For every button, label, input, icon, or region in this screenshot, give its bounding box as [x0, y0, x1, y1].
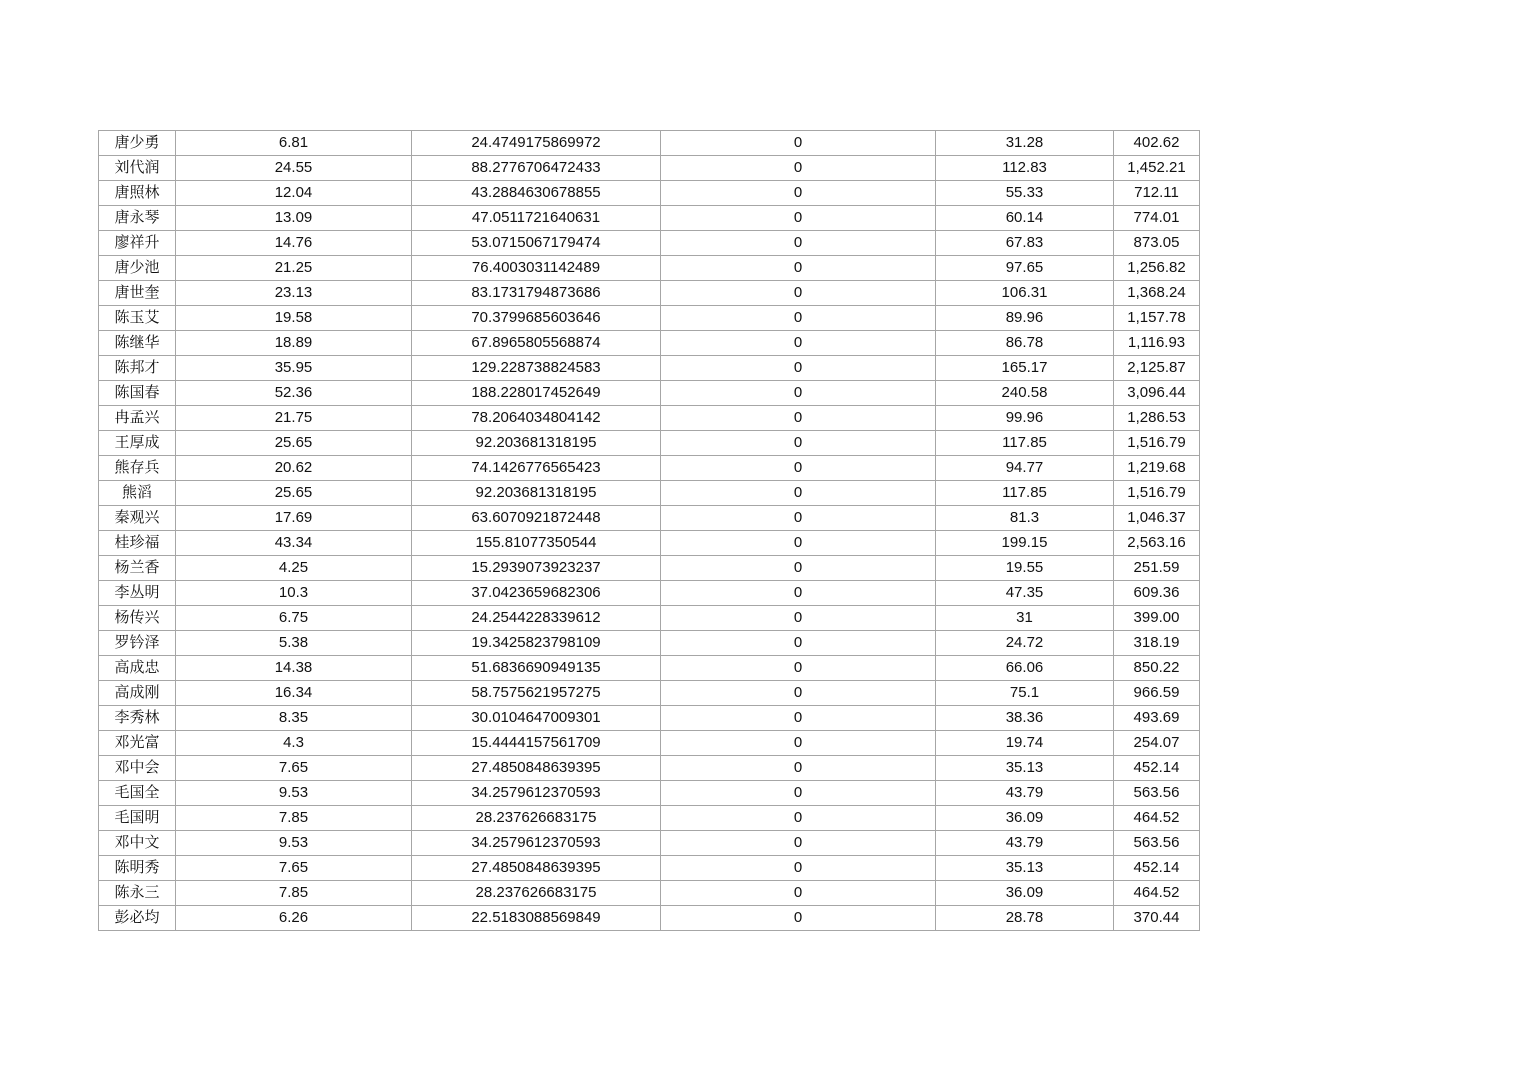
value-cell-2: 34.2579612370593: [412, 831, 661, 856]
value-cell-4: 117.85: [936, 431, 1114, 456]
value-cell-3: 0: [661, 506, 936, 531]
table-row: [99, 881, 1200, 906]
table-row: [99, 306, 1200, 331]
value-cell-2: 37.0423659682306: [412, 581, 661, 606]
table-row: [99, 656, 1200, 681]
name-cell: 唐少勇: [99, 131, 176, 156]
name-cell: 廖祥升: [99, 231, 176, 256]
value-cell-3: 0: [661, 231, 936, 256]
name-cell: 李秀林: [99, 706, 176, 731]
value-cell-4: 31: [936, 606, 1114, 631]
value-cell-3: 0: [661, 656, 936, 681]
table-row: [99, 831, 1200, 856]
name-cell: 唐照林: [99, 181, 176, 206]
value-cell-3: 0: [661, 781, 936, 806]
name-cell: 杨兰香: [99, 556, 176, 581]
value-cell-4: 43.79: [936, 781, 1114, 806]
value-cell-1: 9.53: [176, 781, 412, 806]
amount-cell: 2,563.16: [1114, 531, 1200, 556]
value-cell-1: 7.85: [176, 806, 412, 831]
table-row: [99, 431, 1200, 456]
amount-cell: 1,157.78: [1114, 306, 1200, 331]
value-cell-1: 20.62: [176, 456, 412, 481]
value-cell-4: 81.3: [936, 506, 1114, 531]
value-cell-2: 92.203681318195: [412, 481, 661, 506]
value-cell-3: 0: [661, 881, 936, 906]
value-cell-2: 53.0715067179474: [412, 231, 661, 256]
name-cell: 毛国全: [99, 781, 176, 806]
value-cell-3: 0: [661, 356, 936, 381]
value-cell-4: 43.79: [936, 831, 1114, 856]
name-cell: 杨传兴: [99, 606, 176, 631]
value-cell-2: 19.3425823798109: [412, 631, 661, 656]
value-cell-2: 78.2064034804142: [412, 406, 661, 431]
table-row: [99, 481, 1200, 506]
value-cell-2: 74.1426776565423: [412, 456, 661, 481]
table-row: [99, 206, 1200, 231]
table-row: [99, 231, 1200, 256]
name-cell: 高成刚: [99, 681, 176, 706]
name-cell: 刘代润: [99, 156, 176, 181]
value-cell-4: 199.15: [936, 531, 1114, 556]
table-row: [99, 556, 1200, 581]
value-cell-1: 14.38: [176, 656, 412, 681]
amount-cell: 2,125.87: [1114, 356, 1200, 381]
value-cell-2: 28.237626683175: [412, 806, 661, 831]
name-cell: 彭必均: [99, 906, 176, 931]
value-cell-1: 4.25: [176, 556, 412, 581]
amount-cell: 1,368.24: [1114, 281, 1200, 306]
amount-cell: 1,116.93: [1114, 331, 1200, 356]
name-cell: 李丛明: [99, 581, 176, 606]
value-cell-1: 52.36: [176, 381, 412, 406]
table-row: [99, 781, 1200, 806]
value-cell-3: 0: [661, 831, 936, 856]
value-cell-2: 28.237626683175: [412, 881, 661, 906]
value-cell-4: 36.09: [936, 806, 1114, 831]
amount-cell: 966.59: [1114, 681, 1200, 706]
value-cell-1: 17.69: [176, 506, 412, 531]
value-cell-1: 21.75: [176, 406, 412, 431]
amount-cell: 3,096.44: [1114, 381, 1200, 406]
table-row: [99, 131, 1200, 156]
amount-cell: 1,046.37: [1114, 506, 1200, 531]
value-cell-2: 76.4003031142489: [412, 256, 661, 281]
value-cell-3: 0: [661, 906, 936, 931]
value-cell-1: 6.81: [176, 131, 412, 156]
value-cell-1: 16.34: [176, 681, 412, 706]
name-cell: 陈国春: [99, 381, 176, 406]
table-row: [99, 406, 1200, 431]
value-cell-2: 88.2776706472433: [412, 156, 661, 181]
value-cell-1: 9.53: [176, 831, 412, 856]
name-cell: 陈永三: [99, 881, 176, 906]
name-cell: 邓光富: [99, 731, 176, 756]
table-row: [99, 906, 1200, 931]
name-cell: 秦观兴: [99, 506, 176, 531]
name-cell: 唐少池: [99, 256, 176, 281]
value-cell-4: 35.13: [936, 856, 1114, 881]
amount-cell: 493.69: [1114, 706, 1200, 731]
amount-cell: 873.05: [1114, 231, 1200, 256]
amount-cell: 563.56: [1114, 831, 1200, 856]
value-cell-4: 97.65: [936, 256, 1114, 281]
table-row: [99, 606, 1200, 631]
table-row: [99, 681, 1200, 706]
value-cell-4: 28.78: [936, 906, 1114, 931]
amount-cell: 1,219.68: [1114, 456, 1200, 481]
name-cell: 陈玉艾: [99, 306, 176, 331]
value-cell-2: 43.2884630678855: [412, 181, 661, 206]
value-cell-4: 55.33: [936, 181, 1114, 206]
value-cell-1: 25.65: [176, 431, 412, 456]
name-cell: 邓中文: [99, 831, 176, 856]
value-cell-4: 66.06: [936, 656, 1114, 681]
amount-cell: 370.44: [1114, 906, 1200, 931]
amount-cell: 452.14: [1114, 856, 1200, 881]
name-cell: 桂珍福: [99, 531, 176, 556]
value-cell-1: 19.58: [176, 306, 412, 331]
value-cell-4: 94.77: [936, 456, 1114, 481]
value-cell-1: 6.26: [176, 906, 412, 931]
amount-cell: 1,286.53: [1114, 406, 1200, 431]
table-row: [99, 631, 1200, 656]
value-cell-2: 51.6836690949135: [412, 656, 661, 681]
value-cell-3: 0: [661, 306, 936, 331]
value-cell-2: 24.2544228339612: [412, 606, 661, 631]
value-cell-3: 0: [661, 531, 936, 556]
spreadsheet-table: [98, 130, 1200, 931]
table-row: [99, 331, 1200, 356]
value-cell-2: 47.0511721640631: [412, 206, 661, 231]
name-cell: 罗钤泽: [99, 631, 176, 656]
value-cell-3: 0: [661, 631, 936, 656]
value-cell-1: 7.65: [176, 756, 412, 781]
amount-cell: 318.19: [1114, 631, 1200, 656]
name-cell: 陈明秀: [99, 856, 176, 881]
value-cell-3: 0: [661, 806, 936, 831]
value-cell-4: 31.28: [936, 131, 1114, 156]
value-cell-2: 83.1731794873686: [412, 281, 661, 306]
amount-cell: 850.22: [1114, 656, 1200, 681]
value-cell-1: 4.3: [176, 731, 412, 756]
value-cell-1: 8.35: [176, 706, 412, 731]
value-cell-3: 0: [661, 381, 936, 406]
value-cell-1: 14.76: [176, 231, 412, 256]
amount-cell: 609.36: [1114, 581, 1200, 606]
value-cell-2: 15.2939073923237: [412, 556, 661, 581]
value-cell-4: 24.72: [936, 631, 1114, 656]
value-cell-4: 99.96: [936, 406, 1114, 431]
value-cell-3: 0: [661, 156, 936, 181]
value-cell-3: 0: [661, 756, 936, 781]
value-cell-2: 30.0104647009301: [412, 706, 661, 731]
name-cell: 唐永琴: [99, 206, 176, 231]
amount-cell: 563.56: [1114, 781, 1200, 806]
value-cell-4: 165.17: [936, 356, 1114, 381]
value-cell-1: 13.09: [176, 206, 412, 231]
name-cell: 王厚成: [99, 431, 176, 456]
value-cell-4: 112.83: [936, 156, 1114, 181]
amount-cell: 464.52: [1114, 806, 1200, 831]
value-cell-1: 6.75: [176, 606, 412, 631]
value-cell-4: 19.55: [936, 556, 1114, 581]
name-cell: 唐世奎: [99, 281, 176, 306]
value-cell-3: 0: [661, 606, 936, 631]
value-cell-2: 58.7575621957275: [412, 681, 661, 706]
amount-cell: 402.62: [1114, 131, 1200, 156]
name-cell: 邓中会: [99, 756, 176, 781]
table-row: [99, 381, 1200, 406]
name-cell: 熊滔: [99, 481, 176, 506]
value-cell-1: 43.34: [176, 531, 412, 556]
value-cell-3: 0: [661, 706, 936, 731]
value-cell-4: 117.85: [936, 481, 1114, 506]
amount-cell: 1,516.79: [1114, 481, 1200, 506]
value-cell-3: 0: [661, 256, 936, 281]
table-row: [99, 281, 1200, 306]
value-cell-1: 7.65: [176, 856, 412, 881]
value-cell-3: 0: [661, 206, 936, 231]
value-cell-1: 7.85: [176, 881, 412, 906]
table-row: [99, 731, 1200, 756]
amount-cell: 774.01: [1114, 206, 1200, 231]
value-cell-2: 129.228738824583: [412, 356, 661, 381]
value-cell-1: 21.25: [176, 256, 412, 281]
amount-cell: 464.52: [1114, 881, 1200, 906]
table-row: [99, 581, 1200, 606]
value-cell-4: 75.1: [936, 681, 1114, 706]
value-cell-1: 10.3: [176, 581, 412, 606]
amount-cell: 399.00: [1114, 606, 1200, 631]
value-cell-4: 86.78: [936, 331, 1114, 356]
value-cell-4: 47.35: [936, 581, 1114, 606]
value-cell-3: 0: [661, 456, 936, 481]
value-cell-4: 35.13: [936, 756, 1114, 781]
table-row: [99, 181, 1200, 206]
value-cell-3: 0: [661, 481, 936, 506]
value-cell-3: 0: [661, 431, 936, 456]
amount-cell: 251.59: [1114, 556, 1200, 581]
table-row: [99, 456, 1200, 481]
value-cell-1: 35.95: [176, 356, 412, 381]
value-cell-1: 24.55: [176, 156, 412, 181]
value-cell-1: 5.38: [176, 631, 412, 656]
value-cell-3: 0: [661, 856, 936, 881]
amount-cell: 1,452.21: [1114, 156, 1200, 181]
name-cell: 熊存兵: [99, 456, 176, 481]
value-cell-3: 0: [661, 331, 936, 356]
value-cell-2: 155.81077350544: [412, 531, 661, 556]
table-row: [99, 506, 1200, 531]
value-cell-2: 92.203681318195: [412, 431, 661, 456]
name-cell: 毛国明: [99, 806, 176, 831]
value-cell-2: 24.4749175869972: [412, 131, 661, 156]
value-cell-4: 19.74: [936, 731, 1114, 756]
value-cell-4: 36.09: [936, 881, 1114, 906]
value-cell-3: 0: [661, 181, 936, 206]
table-row: [99, 706, 1200, 731]
value-cell-2: 70.3799685603646: [412, 306, 661, 331]
value-cell-2: 34.2579612370593: [412, 781, 661, 806]
value-cell-2: 27.4850848639395: [412, 856, 661, 881]
name-cell: 冉孟兴: [99, 406, 176, 431]
table-row: [99, 806, 1200, 831]
amount-cell: 712.11: [1114, 181, 1200, 206]
value-cell-4: 38.36: [936, 706, 1114, 731]
value-cell-4: 240.58: [936, 381, 1114, 406]
amount-cell: 1,516.79: [1114, 431, 1200, 456]
value-cell-3: 0: [661, 556, 936, 581]
table-row: [99, 756, 1200, 781]
value-cell-3: 0: [661, 581, 936, 606]
table-row: [99, 356, 1200, 381]
value-cell-3: 0: [661, 731, 936, 756]
value-cell-4: 89.96: [936, 306, 1114, 331]
value-cell-1: 12.04: [176, 181, 412, 206]
value-cell-2: 188.228017452649: [412, 381, 661, 406]
value-cell-1: 18.89: [176, 331, 412, 356]
name-cell: 高成忠: [99, 656, 176, 681]
value-cell-1: 23.13: [176, 281, 412, 306]
value-cell-4: 60.14: [936, 206, 1114, 231]
table-row: [99, 531, 1200, 556]
value-cell-2: 27.4850848639395: [412, 756, 661, 781]
amount-cell: 452.14: [1114, 756, 1200, 781]
table-row: [99, 156, 1200, 181]
table-row: [99, 856, 1200, 881]
value-cell-4: 106.31: [936, 281, 1114, 306]
value-cell-2: 15.4444157561709: [412, 731, 661, 756]
value-cell-3: 0: [661, 406, 936, 431]
value-cell-3: 0: [661, 281, 936, 306]
value-cell-4: 67.83: [936, 231, 1114, 256]
value-cell-1: 25.65: [176, 481, 412, 506]
table-row: [99, 256, 1200, 281]
name-cell: 陈继华: [99, 331, 176, 356]
table-body: [99, 131, 1200, 931]
name-cell: 陈邦才: [99, 356, 176, 381]
amount-cell: 254.07: [1114, 731, 1200, 756]
value-cell-2: 63.6070921872448: [412, 506, 661, 531]
amount-cell: 1,256.82: [1114, 256, 1200, 281]
value-cell-3: 0: [661, 681, 936, 706]
value-cell-2: 67.8965805568874: [412, 331, 661, 356]
value-cell-3: 0: [661, 131, 936, 156]
value-cell-2: 22.5183088569849: [412, 906, 661, 931]
